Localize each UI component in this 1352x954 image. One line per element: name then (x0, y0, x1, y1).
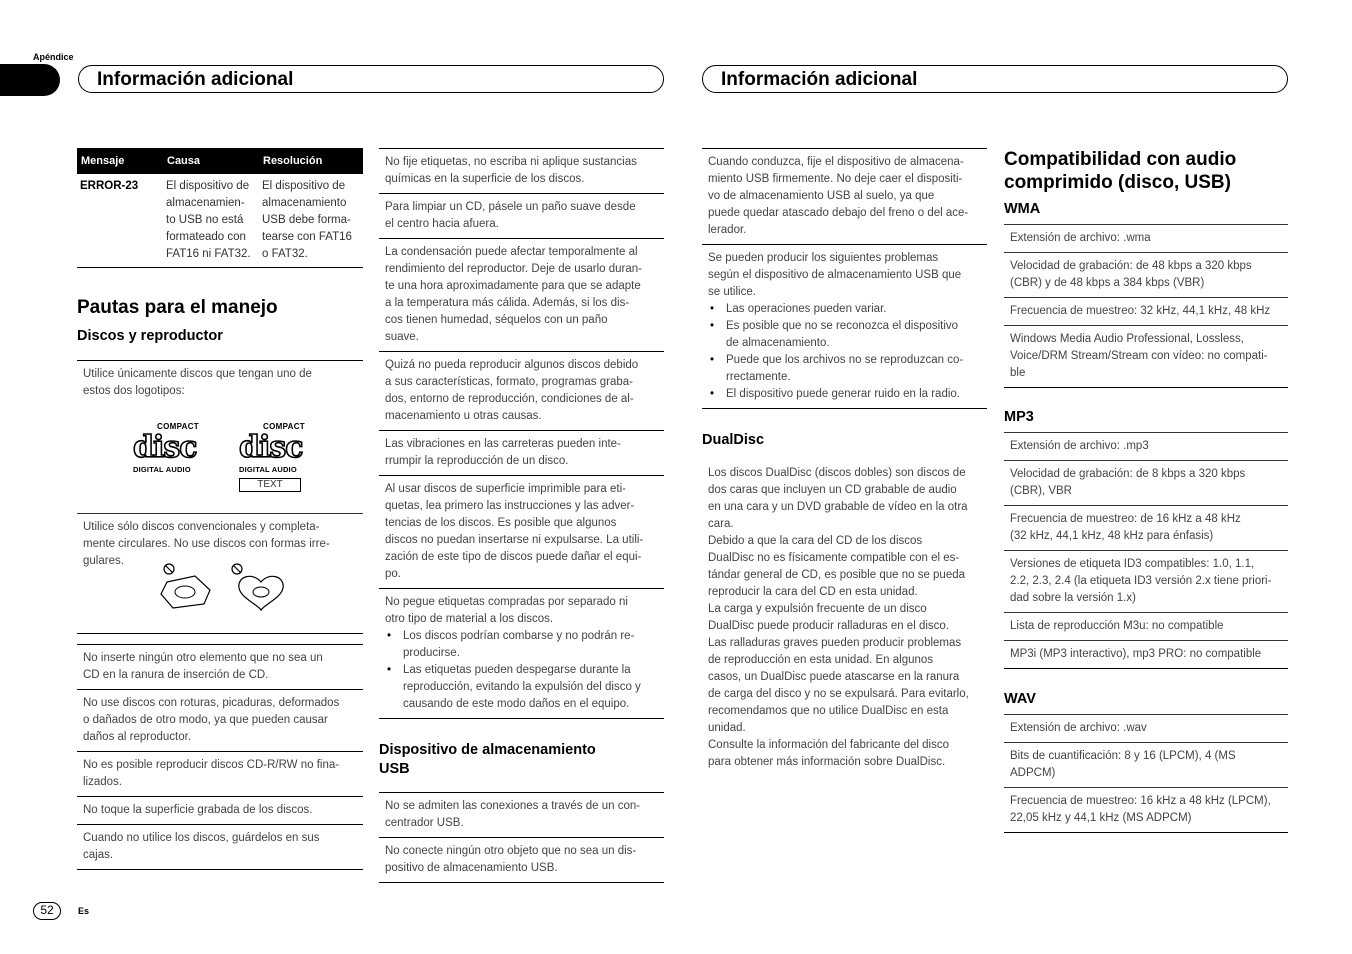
heading-pautas: Pautas para el manejo (77, 297, 278, 318)
usb-problems-list (708, 301, 981, 403)
page-number: 52 (33, 902, 61, 920)
note-condensation: La condensación puede afectar temporalmente al rendimiento del reproductor. Deje de usarlo duran- te una hora aproximadamente para que se adapte a la temperatura más cálida. Además, si los dis- cos tienen humedad, séquelos con un paño suave. (379, 239, 664, 352)
list-item: • El dispositivo puede generar ruido en la radio. (726, 386, 981, 403)
stickers-text: No pegue etiquetas compradas por separado ni otro tipo de material a los discos. (385, 596, 628, 625)
heading-dualdisc: DualDisc (702, 432, 765, 448)
spec-row: Frecuencia de muestreo: 16 kHz a 48 kHz (LPCM), 22,05 kHz y 44,1 kHz (MS ADPCM) (1004, 788, 1288, 833)
note-store: Cuando no utilice los discos, guárdelos en sus cajas. (77, 825, 363, 870)
logo-b-text: TEXT (239, 478, 301, 492)
logo-b-bottom: DIGITAL AUDIO (239, 465, 297, 474)
heading-mp3: MP3 (1004, 409, 1034, 425)
list-item: • Las etiquetas pueden despegarse durante la reproducción, evitando la expulsión del disco y causando de este modo daños en el equipo. (403, 662, 658, 713)
spec-row: Windows Media Audio Professional, Lossless, Voice/DRM Stream/Stream con vídeo: no compati- ble (1004, 326, 1288, 388)
header-left-title: Información adicional (97, 69, 294, 90)
header-right (702, 65, 1288, 93)
mp3-specs (1004, 432, 1288, 669)
heading-compat: Compatibilidad con audio comprimido (disco, USB) (1004, 149, 1237, 193)
spec-row: Extensión de archivo: .wma (1004, 224, 1288, 253)
list-item: • Puede que los archivos no se reproduzcan co- rrectamente. (726, 352, 981, 386)
logo-a-bottom: DIGITAL AUDIO (133, 465, 191, 474)
note-other-object: No conecte ningún otro objeto que no sea un dis- positivo de almacenamiento USB. (379, 838, 664, 883)
spec-row: MP3i (MP3 interactivo), mp3 PRO: no compatible (1004, 641, 1288, 669)
column-1 (77, 148, 363, 870)
usb-problems-text: Se pueden producir los siguientes problemas según el dispositivo de almacenamiento USB que se utilice. (708, 252, 962, 298)
error-cause: El dispositivo de almacenamien- to USB no está formateado con FAT16 ni FAT32. (163, 174, 259, 268)
logo-b-mid: disc (239, 430, 303, 465)
list-item: • Es posible que no se reconozca el dispositivo de almacenamiento. (726, 318, 981, 352)
col-resolucion: Resolución (259, 148, 363, 174)
logo-a-top: COMPACT (157, 422, 199, 431)
disc-logo-note (77, 360, 363, 514)
heading-usb: Dispositivo de almacenamiento USB (379, 742, 596, 777)
note-labels: No fije etiquetas, no escriba ni aplique sustancias químicas en la superficie de los discos. (379, 148, 664, 194)
column-2 (379, 148, 664, 883)
shape-note (77, 513, 363, 634)
note-vibration: Las vibraciones en las carreteras pueden inte- rrumpir la reproducción de un disco. (379, 431, 664, 476)
heading-wma: WMA (1004, 201, 1041, 217)
list-item: • Los discos podrían combarse y no podrán re- producirse. (403, 628, 658, 662)
disc-logo-text: Utilice únicamente discos que tengan uno de estos dos logotipos: (83, 368, 312, 397)
irregular-disc-icons (83, 570, 357, 628)
note-playback: Quizá no pueda reproducir algunos discos debido a sus características, formato, programas graba- dos, entorno de reproducción, condiciones de al- macenamiento u otras causas. (379, 352, 664, 431)
logo-b-top: COMPACT (263, 422, 305, 431)
shape-text: Utilice sólo discos convencionales y completa- mente circulares. No use discos con formas irre- gulares. (83, 521, 330, 567)
wav-specs (1004, 714, 1288, 833)
note-damaged: No use discos con roturas, picaduras, deformados o dañados de otro modo, ya que pueden causar daños al reproductor. (77, 690, 363, 752)
header-left (78, 65, 664, 93)
spec-row: Velocidad de grabación: de 48 kbps a 320 kbps (CBR) y de 48 kbps a 384 kbps (VBR) (1004, 253, 1288, 298)
col-mensaje: Mensaje (77, 148, 163, 174)
no-irregular-discs-icon (77, 560, 363, 618)
dualdisc-text: Los discos DualDisc (discos dobles) son discos de dos caras que incluyen un CD grabable de audio en una cara y un DVD grabable de vídeo en la otra cara. Debido a que la cara del CD de los discos DualDisc no es físicamente compatible con el es- tándar general de CD, es posible que no se pueda reproducir la cara del CD en esta unidad. La carga y expulsión frecuente de un disco DualDisc puede producir ralladuras en el disco. Las ralladuras graves pueden producir problemas de reproducción en esta unidad. En algunos casos, un DualDisc puede atascarse en la ranura de carga del disco y no se expulsará. Para evitarlo, recomendamos que no utilice DualDisc en esta unidad. Consulte la información del fabricante del disco para obtener más información sobre DualDisc. (708, 467, 969, 768)
disc-logos (83, 400, 357, 508)
spec-row: Extensión de archivo: .mp3 (1004, 432, 1288, 461)
spec-row: Lista de reproducción M3u: no compatible (1004, 613, 1288, 641)
spec-row: Frecuencia de muestreo: de 16 kHz a 48 kHz (32 kHz, 44,1 kHz, 48 kHz para énfasis) (1004, 506, 1288, 551)
stickers-list (385, 628, 658, 713)
note-cdr: No es posible reproducir discos CD-R/RW no fina- lizados. (77, 752, 363, 797)
error-table (77, 148, 363, 268)
note-touch: No toque la superficie grabada de los discos. (77, 797, 363, 825)
header-right-title: Información adicional (721, 69, 918, 90)
error-code: ERROR-23 (77, 174, 163, 268)
spec-row: Extensión de archivo: .wav (1004, 714, 1288, 743)
note-hub: No se admiten las conexiones a través de un con- centrador USB. (379, 792, 664, 838)
list-item: • Las operaciones pueden variar. (726, 301, 981, 318)
section-tab-marker (0, 64, 60, 96)
spec-row: Frecuencia de muestreo: 32 kHz, 44,1 kHz, 48 kHz (1004, 298, 1288, 326)
compact-disc-text-logo (239, 418, 305, 492)
note-usb-problems (702, 245, 987, 409)
note-fix-usb: Cuando conduzca, fije el dispositivo de almacena- miento USB firmemente. No deje caer el dispositi- vo de almacenamiento USB al suelo, ya que puede quedar atascado debajo del freno o del ace- lerador. (702, 148, 987, 245)
col-causa: Causa (163, 148, 259, 174)
heading-discos: Discos y reproductor (77, 328, 223, 344)
spec-row: Bits de cuantificación: 8 y 16 (LPCM), 4 (MS ADPCM) (1004, 743, 1288, 788)
note-cleaning: Para limpiar un CD, pásele un paño suave desde el centro hacia afuera. (379, 194, 664, 239)
column-4 (1004, 148, 1288, 833)
heading-wav: WAV (1004, 691, 1036, 707)
section-label: Apéndice (33, 52, 74, 62)
spec-row: Versiones de etiqueta ID3 compatibles: 1.0, 1.1, 2.2, 2.3, 2.4 (la etiqueta ID3 versión 2.x tiene priori- dad sobre la versión 1.x) (1004, 551, 1288, 613)
note-stickers (379, 589, 664, 719)
column-3 (702, 148, 987, 776)
note-printable: Al usar discos de superficie imprimible para eti- quetas, lea primero las instrucciones y las adver- tencias de los discos. Es posible que algunos discos no puedan insertarse ni expulsarse. La utili- zación de este tipo de discos puede dañar el equi- po. (379, 476, 664, 589)
logo-a-mid: disc (133, 430, 197, 465)
wma-specs (1004, 224, 1288, 388)
table-row (77, 174, 363, 268)
error-table-header (77, 148, 363, 174)
language-code: Es (78, 906, 90, 916)
note-insert: No inserte ningún otro elemento que no sea un CD en la ranura de inserción de CD. (77, 644, 363, 690)
compact-disc-logo (133, 418, 199, 478)
error-resolution: El dispositivo de almacenamiento USB debe forma- tearse con FAT16 o FAT32. (259, 174, 363, 268)
spec-row: Velocidad de grabación: de 8 kbps a 320 kbps (CBR), VBR (1004, 461, 1288, 506)
